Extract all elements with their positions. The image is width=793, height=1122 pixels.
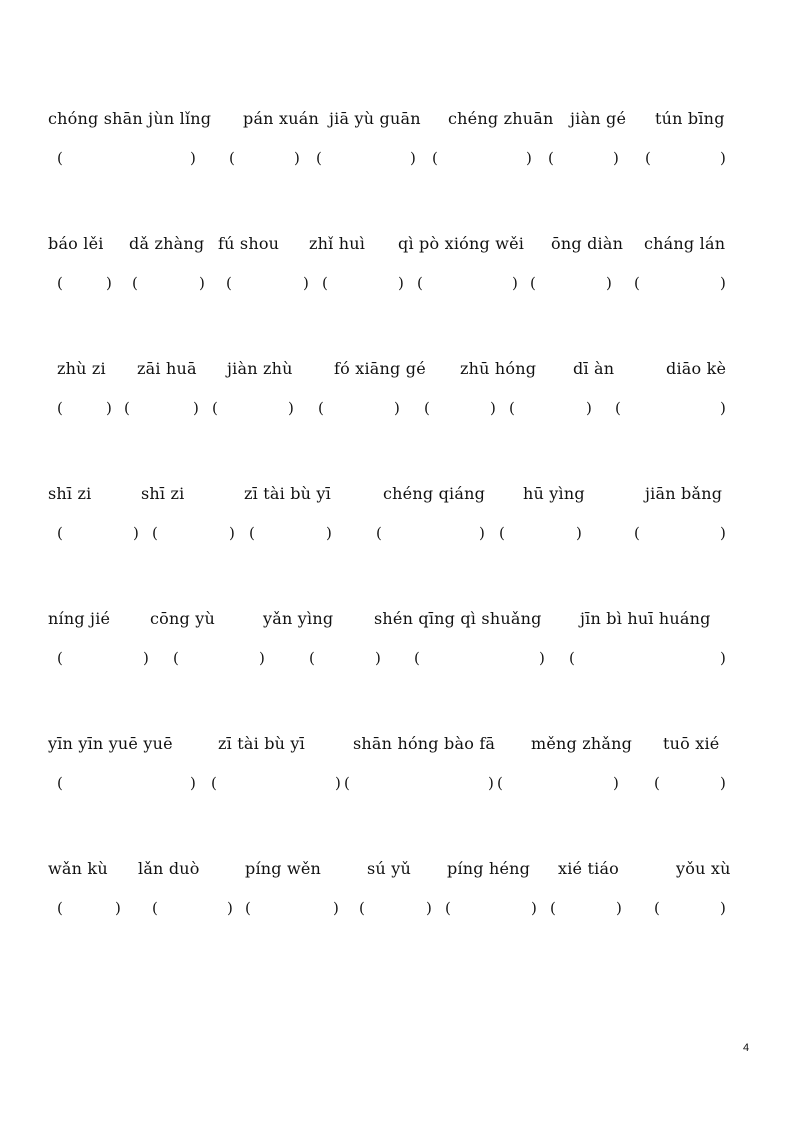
pinyin-word: píng héng: [447, 859, 531, 878]
pinyin-word: qì pò xióng wěi: [398, 234, 525, 253]
answer-bracket-close: ): [190, 774, 196, 792]
page-number: 4: [743, 1042, 750, 1054]
answer-bracket-open: (: [322, 274, 328, 292]
pinyin-word: yǎn yìng: [263, 609, 334, 628]
answer-bracket-open: (: [57, 149, 63, 167]
answer-bracket-close: ): [133, 524, 139, 542]
answer-bracket-open: (: [548, 149, 554, 167]
answer-bracket-close: ): [613, 149, 619, 167]
pinyin-word: jiā yù guān: [329, 109, 421, 128]
answer-bracket-open: (: [229, 149, 235, 167]
answer-bracket-close: ): [303, 274, 309, 292]
pinyin-word: báo lěi: [48, 234, 104, 253]
answer-bracket-open: (: [316, 149, 322, 167]
pinyin-word: yǒu xù: [676, 859, 731, 878]
pinyin-word: zāi huā: [137, 359, 197, 378]
answer-bracket-open: (: [645, 149, 651, 167]
answer-bracket-open: (: [211, 774, 217, 792]
answer-bracket-close: ): [613, 774, 619, 792]
answer-bracket-close: ): [193, 399, 199, 417]
answer-bracket-open: (: [57, 899, 63, 917]
answer-bracket-close: ): [720, 649, 726, 667]
answer-bracket-close: ): [616, 899, 622, 917]
pinyin-word: chéng zhuān: [448, 109, 554, 128]
pinyin-word: chóng shān jùn lǐng: [48, 109, 212, 128]
answer-bracket-open: (: [654, 774, 660, 792]
answer-bracket-open: (: [376, 524, 382, 542]
pinyin-word: dī àn: [573, 359, 615, 378]
pinyin-word: lǎn duò: [138, 859, 200, 878]
answer-bracket-open: (: [152, 524, 158, 542]
answer-bracket-open: (: [550, 899, 556, 917]
answer-bracket-close: ): [479, 524, 485, 542]
answer-bracket-close: ): [720, 524, 726, 542]
pinyin-word: jiān bǎng: [645, 484, 723, 503]
pinyin-word: shī zi: [48, 484, 92, 503]
answer-bracket-open: (: [173, 649, 179, 667]
answer-bracket-open: (: [226, 274, 232, 292]
pinyin-word: wǎn kù: [48, 859, 108, 878]
pinyin-row-4: [0, 484, 793, 554]
pinyin-word: ōng diàn: [551, 234, 624, 253]
answer-bracket-open: (: [359, 899, 365, 917]
answer-bracket-close: ): [106, 274, 112, 292]
answer-bracket-close: ): [326, 524, 332, 542]
answer-bracket-close: ): [294, 149, 300, 167]
answer-bracket-close: ): [720, 774, 726, 792]
answer-bracket-close: ): [115, 899, 121, 917]
answer-bracket-open: (: [124, 399, 130, 417]
answer-bracket-open: (: [57, 649, 63, 667]
answer-bracket-open: (: [509, 399, 515, 417]
answer-bracket-close: ): [190, 149, 196, 167]
answer-bracket-close: ): [531, 899, 537, 917]
answer-bracket-open: (: [634, 274, 640, 292]
answer-bracket-close: ): [720, 274, 726, 292]
answer-bracket-open: (: [249, 524, 255, 542]
answer-bracket-open: (: [57, 399, 63, 417]
pinyin-word: jiàn gé: [570, 109, 627, 128]
pinyin-word: tún bīng: [655, 109, 725, 128]
pinyin-word: zhū hóng: [460, 359, 537, 378]
answer-bracket-close: ): [199, 274, 205, 292]
answer-bracket-open: (: [152, 899, 158, 917]
pinyin-row-1: [0, 109, 793, 179]
answer-bracket-open: (: [57, 524, 63, 542]
pinyin-word: hū yìng: [523, 484, 585, 503]
pinyin-word: shén qīng qì shuǎng: [374, 609, 542, 628]
pinyin-word: yīn yīn yuē yuē: [48, 734, 173, 753]
pinyin-row-6: [0, 734, 793, 804]
answer-bracket-open: (: [212, 399, 218, 417]
pinyin-row-5: [0, 609, 793, 679]
answer-bracket-open: (: [245, 899, 251, 917]
answer-bracket-close: ): [606, 274, 612, 292]
answer-bracket-open: (: [132, 274, 138, 292]
pinyin-row-3: [0, 359, 793, 429]
answer-bracket-close: ): [398, 274, 404, 292]
answer-bracket-close: ): [576, 524, 582, 542]
pinyin-row-2: [0, 234, 793, 304]
answer-bracket-open: (: [615, 399, 621, 417]
pinyin-word: dǎ zhàng: [129, 234, 205, 253]
pinyin-word: diāo kè: [666, 359, 727, 378]
answer-bracket-open: (: [414, 649, 420, 667]
pinyin-word: píng wěn: [245, 859, 322, 878]
answer-bracket-open: (: [309, 649, 315, 667]
answer-bracket-close: ): [526, 149, 532, 167]
pinyin-word: tuō xié: [663, 734, 720, 753]
pinyin-word: zī tài bù yī: [218, 734, 305, 753]
pinyin-word: měng zhǎng: [531, 734, 633, 753]
answer-bracket-open: (: [530, 274, 536, 292]
pinyin-word: jīn bì huī huáng: [580, 609, 711, 628]
pinyin-word: fú shou: [218, 234, 280, 253]
answer-bracket-open: (: [424, 399, 430, 417]
answer-bracket-open: (: [445, 899, 451, 917]
answer-bracket-open: (: [634, 524, 640, 542]
pinyin-word: fó xiāng gé: [334, 359, 426, 378]
answer-bracket-open: (: [654, 899, 660, 917]
pinyin-word: pán xuán: [243, 109, 319, 128]
pinyin-word: shān hóng bào fā: [353, 734, 496, 753]
pinyin-word: zhǐ huì: [309, 234, 366, 253]
answer-bracket-open: (: [499, 524, 505, 542]
answer-bracket-close: ): [106, 399, 112, 417]
pinyin-word: chéng qiáng: [383, 484, 486, 503]
answer-bracket-close: ): [490, 399, 496, 417]
pinyin-word: shī zi: [141, 484, 185, 503]
answer-bracket-close: ): [335, 774, 341, 792]
pinyin-word: sú yǔ: [367, 859, 411, 878]
answer-bracket-close: ): [512, 274, 518, 292]
answer-bracket-close: ): [488, 774, 494, 792]
answer-bracket-open: (: [57, 274, 63, 292]
answer-bracket-open: (: [497, 774, 503, 792]
answer-bracket-close: ): [288, 399, 294, 417]
pinyin-word: níng jié: [48, 609, 111, 628]
answer-bracket-close: ): [539, 649, 545, 667]
answer-bracket-close: ): [259, 649, 265, 667]
answer-bracket-close: ): [720, 149, 726, 167]
pinyin-word: zhù zi: [57, 359, 106, 378]
pinyin-word: cháng lán: [644, 234, 726, 253]
answer-bracket-open: (: [432, 149, 438, 167]
answer-bracket-close: ): [720, 399, 726, 417]
answer-bracket-close: ): [426, 899, 432, 917]
answer-bracket-close: ): [375, 649, 381, 667]
pinyin-row-7: [0, 859, 793, 929]
answer-bracket-open: (: [417, 274, 423, 292]
pinyin-word: xié tiáo: [558, 859, 620, 878]
pinyin-word: jiàn zhù: [227, 359, 293, 378]
answer-bracket-close: ): [720, 899, 726, 917]
pinyin-word: cōng yù: [150, 609, 215, 628]
answer-bracket-open: (: [569, 649, 575, 667]
answer-bracket-close: ): [586, 399, 592, 417]
pinyin-word: zī tài bù yī: [244, 484, 331, 503]
answer-bracket-open: (: [344, 774, 350, 792]
answer-bracket-open: (: [57, 774, 63, 792]
answer-bracket-close: ): [229, 524, 235, 542]
answer-bracket-close: ): [394, 399, 400, 417]
answer-bracket-open: (: [318, 399, 324, 417]
answer-bracket-close: ): [333, 899, 339, 917]
answer-bracket-close: ): [410, 149, 416, 167]
answer-bracket-close: ): [227, 899, 233, 917]
answer-bracket-close: ): [143, 649, 149, 667]
